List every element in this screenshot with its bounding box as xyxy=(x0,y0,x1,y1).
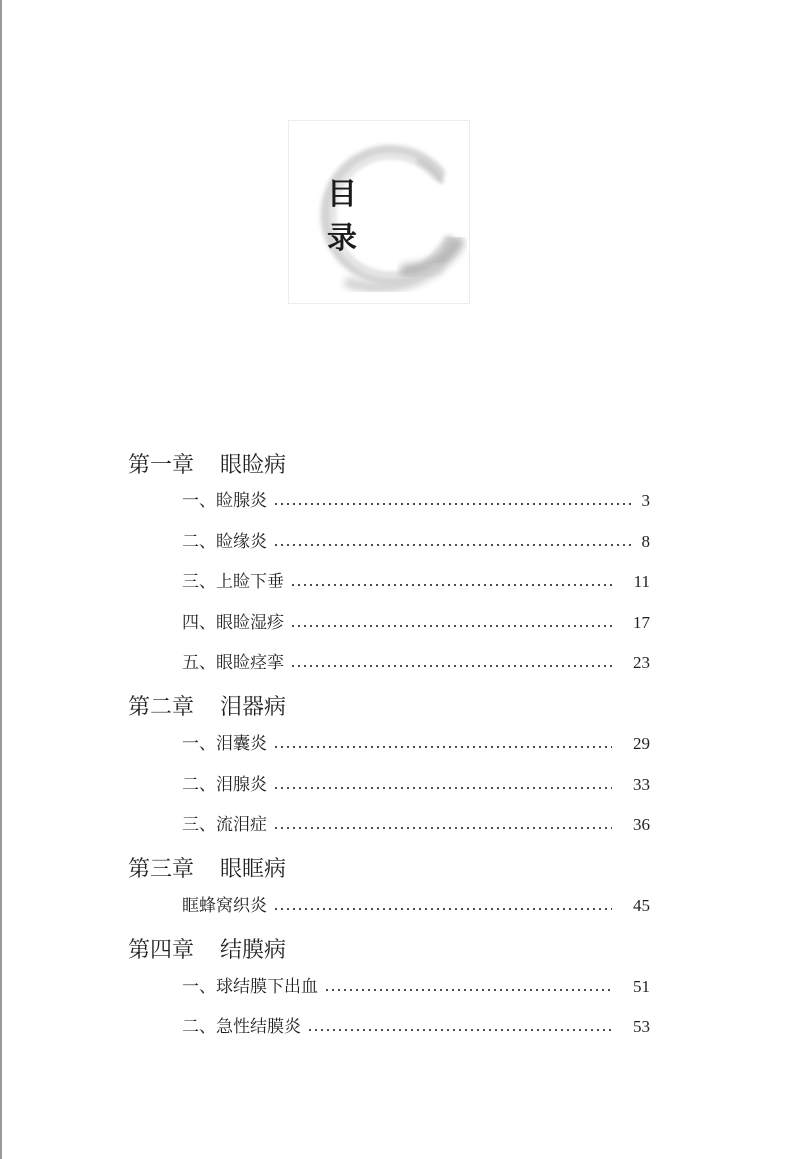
page-number: 23 xyxy=(633,653,650,672)
page-number: 3 xyxy=(641,491,650,510)
entry-label: 二、急性结膜炎 xyxy=(182,1017,301,1037)
dot-leader xyxy=(273,503,632,505)
entry-label: 五、眼睑痉挛 xyxy=(182,653,284,673)
page-number: 51 xyxy=(633,977,650,996)
toc-entry[interactable] xyxy=(182,975,650,999)
toc-entry[interactable] xyxy=(182,732,650,756)
toc-entry[interactable] xyxy=(182,773,650,797)
page-number: 8 xyxy=(641,532,650,551)
toc-entry[interactable] xyxy=(182,570,650,594)
toc-entry[interactable] xyxy=(182,489,650,513)
page-number: 53 xyxy=(633,1017,650,1036)
chapter-heading[interactable] xyxy=(128,937,286,965)
chapter-number: 第三章 xyxy=(128,857,195,882)
chapter-name: 眼睑病 xyxy=(220,453,287,478)
chapter-heading[interactable] xyxy=(128,452,286,480)
chapter-heading[interactable] xyxy=(128,856,286,884)
page-number: 17 xyxy=(633,613,650,632)
chapter-heading[interactable] xyxy=(128,694,286,722)
chapter-name: 泪器病 xyxy=(220,695,287,720)
entry-label: 二、泪腺炎 xyxy=(182,775,267,795)
entry-label: 一、泪囊炎 xyxy=(182,734,267,754)
page-number: 29 xyxy=(633,734,650,753)
toc-entry[interactable] xyxy=(182,1015,650,1039)
toc-entry[interactable] xyxy=(182,611,650,635)
toc-entry[interactable] xyxy=(182,530,650,554)
dot-leader xyxy=(290,625,612,627)
dot-leader xyxy=(324,989,612,991)
toc-entry[interactable] xyxy=(182,894,650,918)
toc-entry[interactable] xyxy=(182,813,650,837)
dot-leader xyxy=(273,746,612,748)
toc-entry[interactable] xyxy=(182,651,650,675)
dot-leader xyxy=(273,787,612,789)
page-number: 11 xyxy=(633,572,650,591)
chapter-number: 第四章 xyxy=(128,938,195,963)
page-number: 36 xyxy=(633,815,650,834)
title-emblem xyxy=(288,120,470,304)
page-title: 目 录 xyxy=(327,177,395,256)
entry-label: 三、流泪症 xyxy=(182,815,267,835)
chapter-name: 结膜病 xyxy=(220,938,287,963)
dot-leader xyxy=(273,827,612,829)
entry-label: 四、眼睑湿疹 xyxy=(182,613,284,633)
page-number: 33 xyxy=(633,775,650,794)
chapter-name: 眼眶病 xyxy=(220,857,287,882)
page-edge xyxy=(0,0,2,1159)
entry-label: 眶蜂窝织炎 xyxy=(182,896,267,916)
entry-label: 一、睑腺炎 xyxy=(182,491,267,511)
dot-leader xyxy=(307,1029,612,1031)
dot-leader xyxy=(290,665,612,667)
dot-leader xyxy=(273,544,632,546)
page-number: 45 xyxy=(633,896,650,915)
dot-leader xyxy=(273,908,612,910)
entry-label: 二、睑缘炎 xyxy=(182,532,267,552)
chapter-number: 第二章 xyxy=(128,695,195,720)
dot-leader xyxy=(290,584,612,586)
chapter-number: 第一章 xyxy=(128,453,195,478)
entry-label: 三、上睑下垂 xyxy=(182,572,284,592)
entry-label: 一、球结膜下出血 xyxy=(182,977,318,997)
